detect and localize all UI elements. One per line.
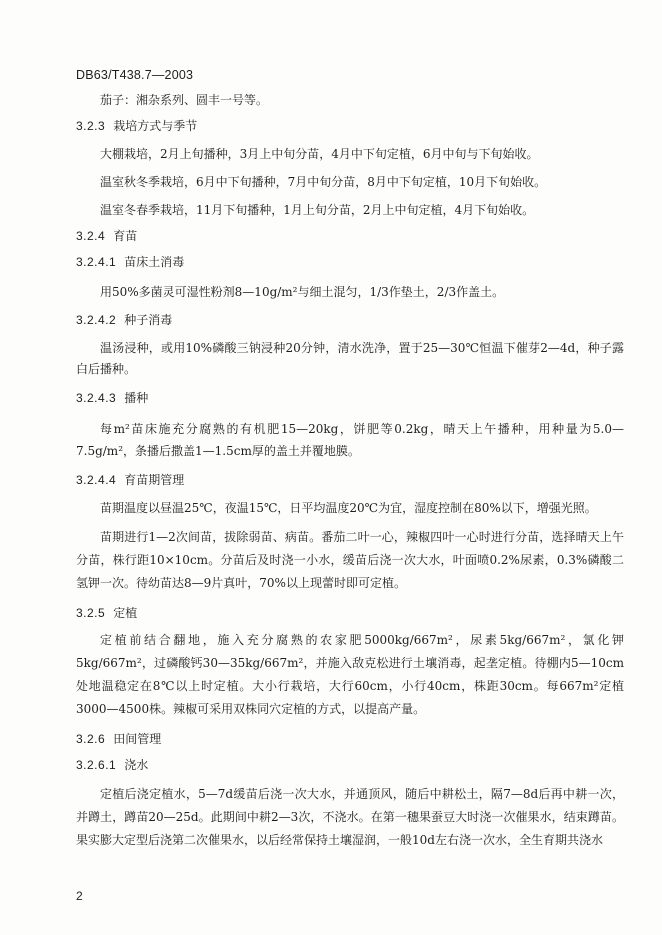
section-title: 定植 xyxy=(113,606,138,620)
section-heading xyxy=(76,312,624,328)
section-number: 3.2.3 xyxy=(76,119,106,133)
standard-code: DB63/T438.7—2003 xyxy=(76,68,194,82)
paragraph: 用50%多菌灵可湿性粉剂8—10g/m²与细土混匀，1/3作垫土，2/3作盖土。 xyxy=(100,285,505,299)
section-title: 浇水 xyxy=(124,758,149,772)
section-title: 育苗 xyxy=(113,229,138,243)
paragraph: 大棚栽培，2月上旬播种，3月上中旬分苗，4月中下旬定植，6月中旬与下旬始收。 xyxy=(100,147,539,161)
section-number: 3.2.4.2 xyxy=(76,313,117,327)
section-heading xyxy=(76,757,624,773)
paragraph: 温室秋冬季栽培，6月中下旬播种，7月中旬分苗，8月中下旬定植，10月下旬始收。 xyxy=(100,175,547,189)
section-title: 种子消毒 xyxy=(124,313,173,327)
section-number: 3.2.4 xyxy=(76,229,106,243)
section-heading xyxy=(76,390,624,406)
section-title: 育苗期管理 xyxy=(124,473,185,487)
section-heading xyxy=(76,118,624,134)
section-number: 3.2.6 xyxy=(76,732,106,746)
section-number: 3.2.4.4 xyxy=(76,473,117,487)
section-title: 播种 xyxy=(124,391,149,405)
section-heading xyxy=(76,731,624,747)
section-heading xyxy=(76,254,624,270)
paragraph: 苗期进行1—2次间苗，拔除弱苗、病苗。番茄二叶一心，辣椒四叶一心时进行分苗，选择晴天上午分苗，株行距10×10cm。分苗后及时浇一小水，缓苗后浇一次大水，叶面喷0.2%尿素，0.3%磷酸二氢钾一次。待幼苗达8—9片真叶，70%以上现蕾时即可定植。 xyxy=(76,530,624,590)
page-number: 2 xyxy=(76,889,83,903)
paragraph: 温室冬春季栽培，11月下旬播种，1月上旬分苗，2月上中旬定植，4月下旬始收。 xyxy=(100,203,535,217)
paragraph: 每m²苗床施充分腐熟的有机肥15—20kg，饼肥等0.2kg，晴天上午播种，用种量为5.0—7.5g/m²，条播后撒盖1—1.5cm厚的盖土并覆地膜。 xyxy=(76,422,624,458)
section-heading xyxy=(76,472,624,488)
section-title: 苗床土消毒 xyxy=(124,255,185,269)
section-number: 3.2.4.3 xyxy=(76,391,117,405)
paragraph: 苗期温度以昼温25℃，夜温15℃，日平均温度20℃为宜，湿度控制在80%以下，增强光照。 xyxy=(100,501,597,515)
section-title: 田间管理 xyxy=(113,732,162,746)
section-heading xyxy=(76,605,624,621)
paragraph: 定植后浇定植水，5—7d缓苗后浇一次大水，并通顶风，随后中耕松土，隔7—8d后再中耕一次，并蹲土，蹲苗20—25d。此期间中耕2—3次，不浇水。在第一穗果蚕豆大时浇一次催果水，结束蹲苗。果实膨大定型后浇第二次催果水，以后经常保持土壤湿润，一般10d左右浇一次水，全生育期共浇水 xyxy=(76,787,624,847)
section-heading xyxy=(76,228,624,244)
paragraph: 定植前结合翻地，施入充分腐熟的农家肥5000kg/667m²，尿素5kg/667m²，氯化钾5kg/667m²，过磷酸钙30—35kg/667m²，并施入敌克松进行土壤消毒，起垄定植。待棚内5—10cm处地温稳定在8℃以上时定植。大小行栽培，大行60cm，小行40cm，株距30cm。每667m²定植3000—4500株。辣椒可采用双株同穴定植的方式，以提高产量。 xyxy=(76,633,624,716)
paragraph: 温汤浸种，或用10%磷酸三钠浸种20分钟，清水洗净，置于25—30℃恒温下催芽2—4d，种子露白后播种。 xyxy=(76,341,624,376)
eggplant-varieties: 茄子：湘杂系列、圆丰一号等。 xyxy=(100,93,269,107)
document-body xyxy=(76,92,624,852)
section-title: 栽培方式与季节 xyxy=(113,119,198,133)
section-number: 3.2.6.1 xyxy=(76,758,117,772)
section-number: 3.2.5 xyxy=(76,606,106,620)
section-number: 3.2.4.1 xyxy=(76,255,117,269)
